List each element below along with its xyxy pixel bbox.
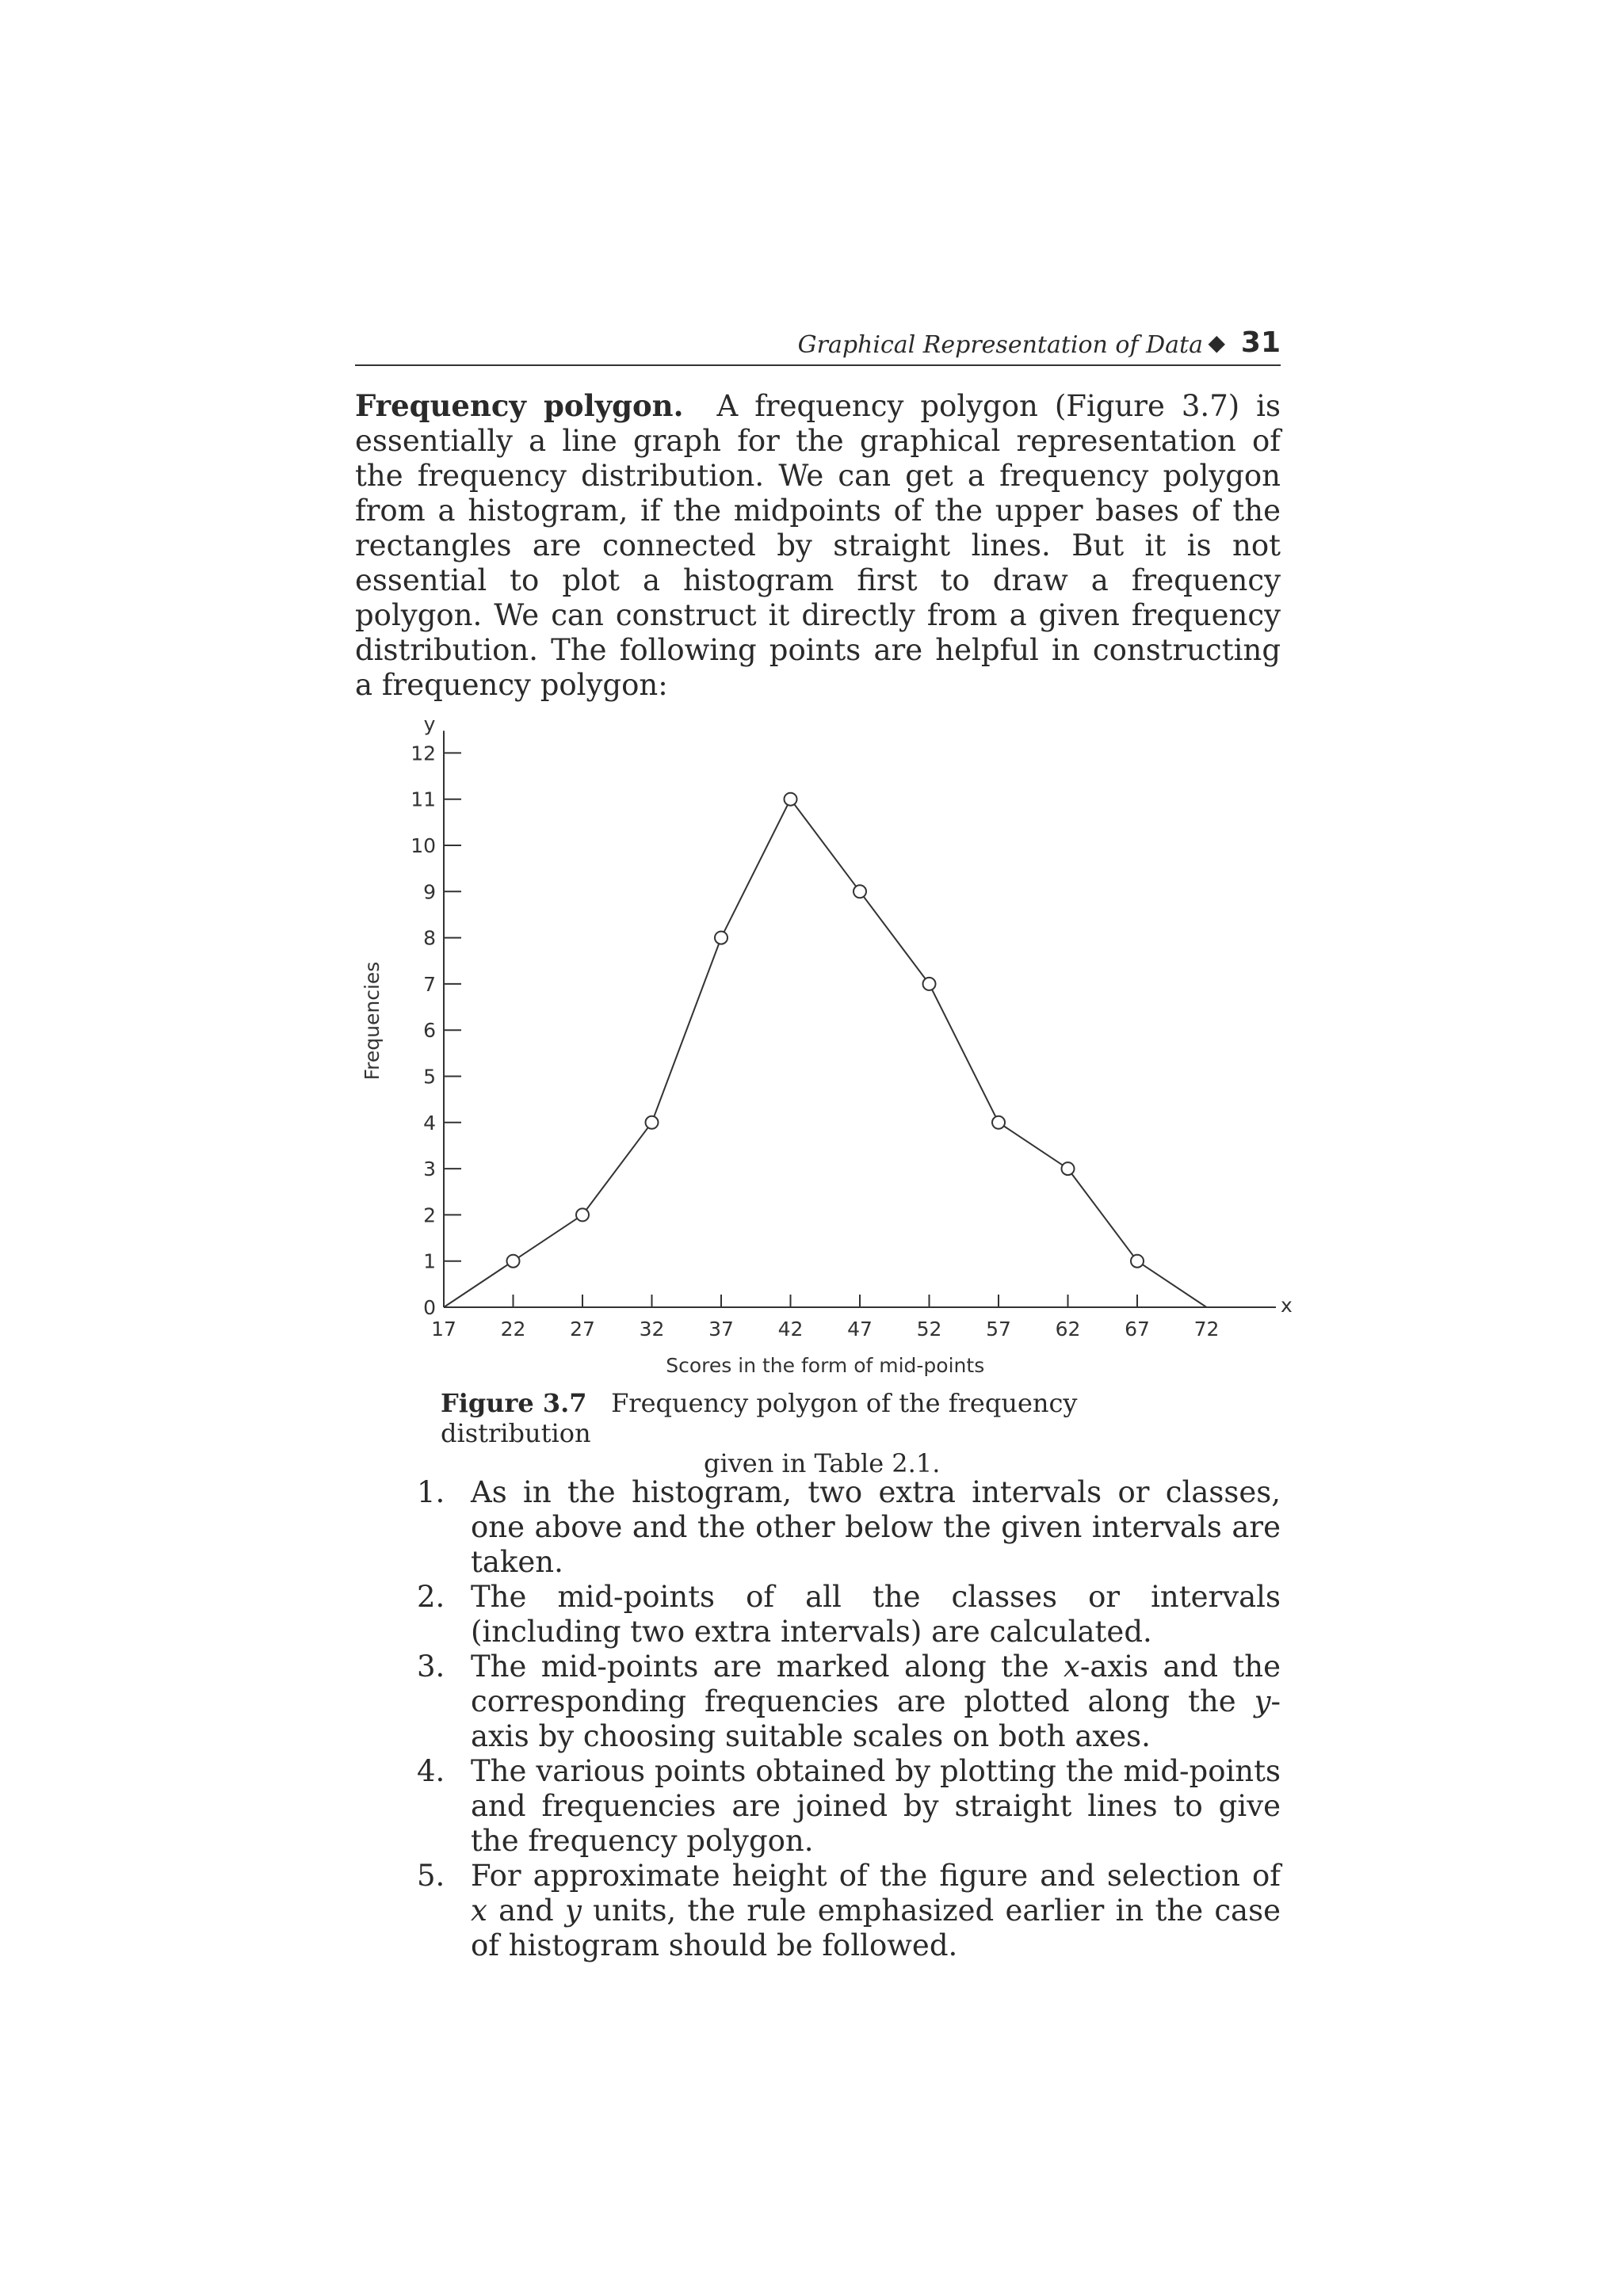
y-tick-label: 6 [423, 1019, 436, 1043]
data-point-marker [507, 1255, 520, 1268]
item-number: 3. [417, 1650, 445, 1684]
variable-y: y [1254, 1684, 1271, 1718]
y-tick-label: 1 [423, 1249, 436, 1273]
page-header [355, 325, 1281, 366]
data-point-marker [715, 932, 727, 944]
list-item [417, 1475, 1281, 1580]
list-item [417, 1859, 1281, 1963]
y-tick-label: 7 [423, 972, 436, 996]
item-text: The mid-points of all the classes or intervals (including two extra intervals) are calculated. [471, 1580, 1281, 1649]
y-tick-label: 3 [423, 1158, 436, 1181]
section-runin-heading: Frequency polygon. [355, 388, 684, 423]
frequency-polygon-chart [349, 689, 1293, 1386]
x-tick-label: 22 [500, 1318, 526, 1341]
data-point-marker [854, 885, 866, 898]
item-number: 4. [417, 1754, 445, 1788]
item-text-part: The mid-points are marked along the [471, 1650, 1064, 1684]
item-text-part: -axis and the corresponding frequencies are plotted along the [471, 1650, 1281, 1718]
y-tick-label: 5 [423, 1065, 436, 1089]
x-tick-label: 62 [1055, 1318, 1081, 1341]
page-number: 31 [1240, 326, 1281, 359]
y-tick-label: 9 [423, 880, 436, 904]
y-tick-label: 10 [411, 834, 436, 857]
item-text-part: and [487, 1894, 565, 1928]
x-tick-label: 32 [639, 1318, 665, 1341]
y-tick-label: 8 [423, 926, 436, 950]
list-item [417, 1650, 1281, 1754]
data-point-marker [785, 793, 797, 806]
running-title: Graphical Representation of Data [797, 331, 1203, 359]
y-tick-label: 11 [411, 788, 436, 811]
list-item [417, 1754, 1281, 1859]
item-text: As in the histogram, two extra intervals or classes, one above and the other below the given intervals are taken. [471, 1475, 1281, 1579]
item-number: 2. [417, 1580, 445, 1614]
y-tick-label: 2 [423, 1203, 436, 1227]
x-tick-label: 42 [777, 1318, 804, 1341]
item-number: 1. [417, 1475, 445, 1509]
item-text: The various points obtained by plotting the mid-points and frequencies are joined by straight lines to give the frequency polygon. [471, 1754, 1281, 1858]
data-point-marker [1131, 1255, 1144, 1268]
figure-label: Figure 3.7 [441, 1388, 587, 1418]
y-tick-label: 12 [411, 742, 436, 765]
intro-text: A frequency polygon (Figure 3.7) is essentially a line graph for the graphical representation of the frequency distribution. We can get a frequency polygon from a histogram, if the midpoints of the upper bases of the rectangles are connected by straight lines. But it is not essential to plot a histogram first to draw a frequency polygon. We can construct it directly from a given frequency distribution. The following points are helpful in constructing a frequency polygon: [355, 389, 1281, 702]
x-axis-letter: x [1281, 1294, 1293, 1317]
y-tick-label: 4 [423, 1111, 436, 1135]
item-text-part: units, the rule emphasized earlier in the case of histogram should be followed. [471, 1894, 1281, 1962]
y-axis-title: Frequencies [361, 961, 384, 1081]
y-axis-letter: y [423, 712, 436, 736]
variable-x: x [471, 1894, 487, 1928]
data-point-marker [992, 1116, 1005, 1129]
x-tick-label: 67 [1125, 1318, 1150, 1341]
item-number: 5. [417, 1859, 445, 1893]
x-tick-label: 47 [847, 1318, 873, 1341]
x-tick-label: 52 [916, 1318, 942, 1341]
data-point-marker [923, 978, 936, 990]
caption-line-1: Frequency polygon of the frequency distribution [441, 1388, 1078, 1448]
x-tick-label: 57 [986, 1318, 1011, 1341]
x-axis-title: Scores in the form of mid-points [666, 1354, 985, 1377]
diamond-icon: ◆ [1208, 330, 1225, 356]
data-point-marker [1062, 1162, 1075, 1175]
frequency-polygon-line [444, 799, 1207, 1307]
steps-list [417, 1475, 1281, 1963]
list-item [417, 1580, 1281, 1650]
data-point-marker [576, 1208, 589, 1221]
x-tick-label: 17 [431, 1318, 456, 1341]
variable-x: x [1063, 1650, 1080, 1684]
x-tick-label: 37 [708, 1318, 734, 1341]
data-point-marker [646, 1116, 659, 1129]
x-tick-label: 72 [1193, 1318, 1220, 1341]
figure-caption [441, 1388, 1217, 1478]
intro-paragraph [355, 388, 1281, 703]
y-tick-label: 0 [423, 1296, 436, 1319]
variable-y: y [564, 1894, 582, 1928]
caption-line-2: given in Table 2.1. [704, 1448, 941, 1478]
item-text-part: For approximate height of the figure and selection of [471, 1859, 1281, 1893]
x-tick-label: 27 [570, 1318, 595, 1341]
item-text-part: -axis by choosing suitable scales on both axes. [471, 1684, 1281, 1753]
